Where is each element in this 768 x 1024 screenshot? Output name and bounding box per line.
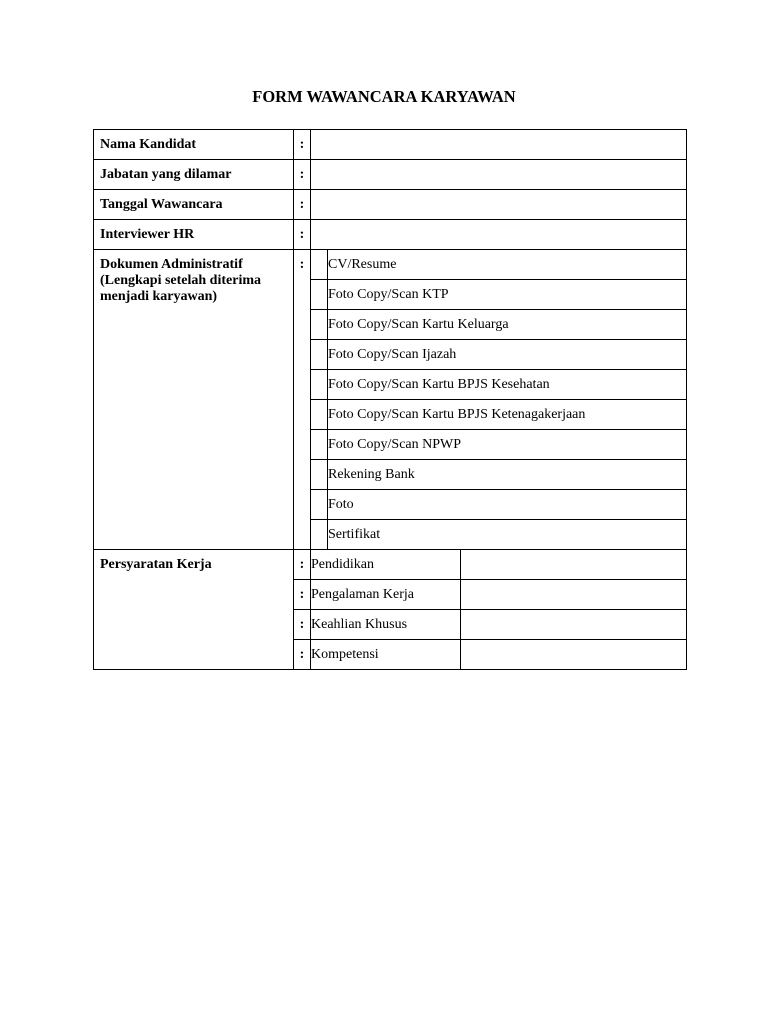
checkbox-cell[interactable]	[311, 430, 328, 460]
dokumen-item: Foto Copy/Scan Kartu BPJS Kesehatan	[328, 370, 687, 400]
field-row-jabatan	[94, 160, 687, 190]
checkbox-cell[interactable]	[311, 370, 328, 400]
field-row-interviewer	[94, 220, 687, 250]
jabatan-input[interactable]	[311, 160, 687, 190]
interview-form-table	[93, 129, 687, 670]
persyaratan-label: Persyaratan Kerja	[94, 550, 294, 670]
dokumen-item: Foto Copy/Scan Kartu BPJS Ketenagakerjaan	[328, 400, 687, 430]
field-label: Tanggal Wawancara	[94, 190, 294, 220]
dokumen-row	[94, 250, 687, 280]
colon-separator: :	[294, 130, 311, 160]
dokumen-item: Foto	[328, 490, 687, 520]
dokumen-item: Sertifikat	[328, 520, 687, 550]
checkbox-cell[interactable]	[311, 250, 328, 280]
checkbox-cell[interactable]	[311, 520, 328, 550]
checkbox-cell[interactable]	[311, 400, 328, 430]
dokumen-item: Rekening Bank	[328, 460, 687, 490]
persyaratan-row	[94, 550, 687, 580]
keahlian-input[interactable]	[461, 610, 687, 640]
field-row-nama-kandidat	[94, 130, 687, 160]
persyaratan-item: Pengalaman Kerja	[311, 580, 461, 610]
dokumen-item: Foto Copy/Scan NPWP	[328, 430, 687, 460]
field-label: Jabatan yang dilamar	[94, 160, 294, 190]
pengalaman-input[interactable]	[461, 580, 687, 610]
kompetensi-input[interactable]	[461, 640, 687, 670]
interviewer-input[interactable]	[311, 220, 687, 250]
form-title: FORM WAWANCARA KARYAWAN	[252, 87, 516, 106]
dokumen-item: Foto Copy/Scan Kartu Keluarga	[328, 310, 687, 340]
checkbox-cell[interactable]	[311, 280, 328, 310]
dokumen-item: CV/Resume	[328, 250, 687, 280]
field-label: Interviewer HR	[94, 220, 294, 250]
checkbox-cell[interactable]	[311, 460, 328, 490]
checkbox-cell[interactable]	[311, 490, 328, 520]
colon-separator: :	[294, 190, 311, 220]
colon-separator: :	[294, 220, 311, 250]
checkbox-cell[interactable]	[311, 340, 328, 370]
colon-separator: :	[294, 580, 311, 610]
tanggal-input[interactable]	[311, 190, 687, 220]
colon-separator: :	[294, 160, 311, 190]
field-label: Nama Kandidat	[94, 130, 294, 160]
checkbox-cell[interactable]	[311, 310, 328, 340]
colon-separator: :	[294, 610, 311, 640]
colon-separator: :	[294, 250, 311, 550]
dokumen-label: Dokumen Administratif (Lengkapi setelah diterima menjadi karyawan)	[94, 250, 294, 550]
pendidikan-input[interactable]	[461, 550, 687, 580]
nama-kandidat-input[interactable]	[311, 130, 687, 160]
colon-separator: :	[294, 550, 311, 580]
persyaratan-item: Kompetensi	[311, 640, 461, 670]
persyaratan-item: Keahlian Khusus	[311, 610, 461, 640]
dokumen-item: Foto Copy/Scan Ijazah	[328, 340, 687, 370]
persyaratan-item: Pendidikan	[311, 550, 461, 580]
field-row-tanggal	[94, 190, 687, 220]
dokumen-item: Foto Copy/Scan KTP	[328, 280, 687, 310]
colon-separator: :	[294, 640, 311, 670]
